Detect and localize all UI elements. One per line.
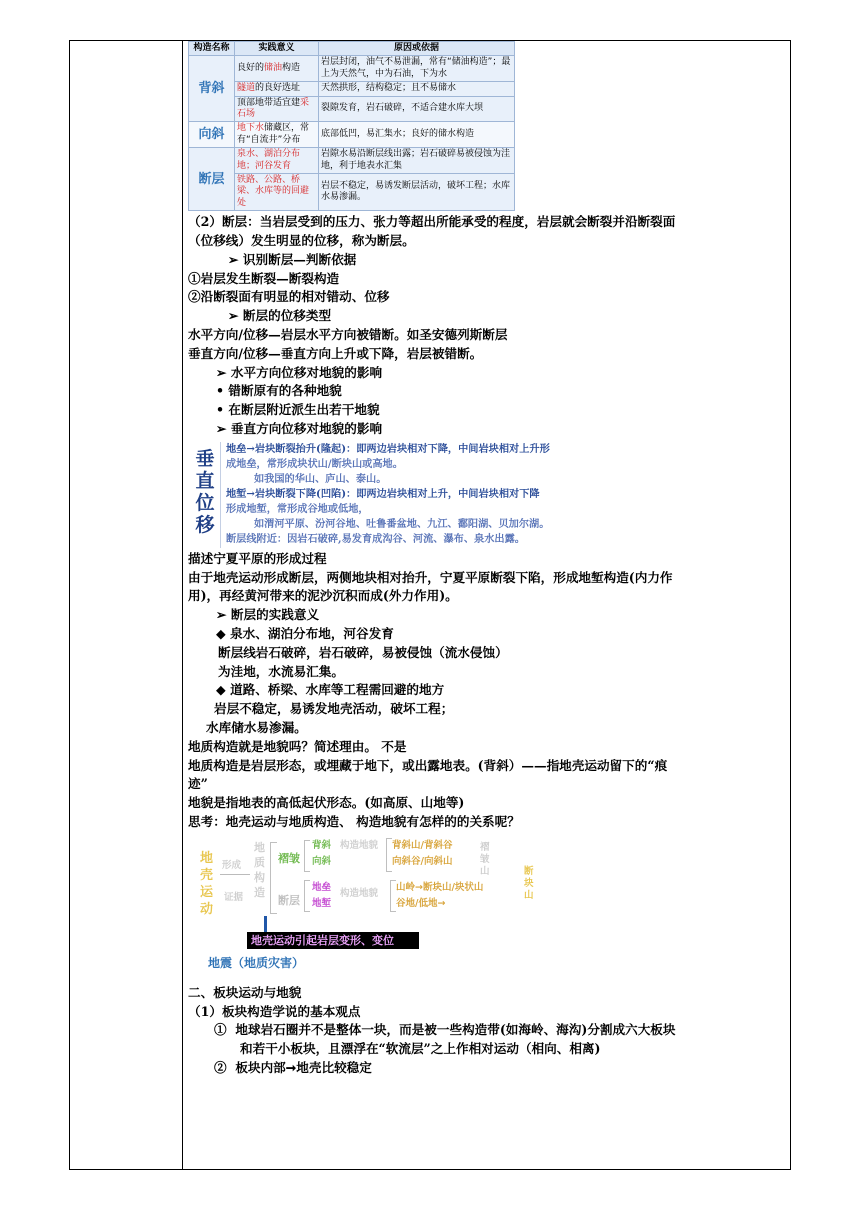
paragraph: 为洼地，水流易汇集。 xyxy=(218,663,344,679)
relationship-diagram xyxy=(194,836,546,972)
reason-cell: 岩层封闭，油气不易泄漏，常有“储油构造”；最上为天然气，中为石油，下为水 xyxy=(319,56,515,82)
table-row xyxy=(189,174,515,211)
bullet-item: ◆ 道路、桥梁、水库等工程需回避的地方 xyxy=(216,682,445,698)
paragraph: 地质构造就是地貌吗？简述理由。 不是 xyxy=(188,738,407,754)
divider-line xyxy=(220,442,221,548)
paragraph: 描述宁夏平原的形成过程 xyxy=(188,550,327,566)
figure-line: 如我国的华山、庐山、泰山。 xyxy=(254,472,387,485)
diagram-struct-label: 地质构造 xyxy=(254,840,265,899)
structure-table xyxy=(188,41,515,211)
bullet-heading: ➢ 水平方向位移对地貌的影响 xyxy=(216,364,383,380)
diagram-brace xyxy=(270,842,277,914)
paragraph: 地质构造是岩层形态，或埋藏于地下，或出露地表。(背斜）——指地壳运动留下的“痕 xyxy=(188,757,668,773)
figure-line: 形成地堑，常形成谷地或低地， xyxy=(226,502,369,515)
table-row xyxy=(189,148,515,174)
diagram-horst-label: 地垒 xyxy=(312,881,332,893)
figure-line: 断层线附近：因岩石破碎,易发育成沟谷、河流、瀑布、泉水出露。 xyxy=(226,532,525,545)
table-row xyxy=(189,82,515,96)
diagram-anticline-label: 背斜 xyxy=(312,839,332,851)
table-row xyxy=(189,96,515,122)
meaning-cell: 铁路、公路、桥梁、水库等的回避处 xyxy=(235,174,319,211)
row-name: 向斜 xyxy=(189,122,235,148)
figure-title: 垂直位移 xyxy=(195,447,215,536)
diagram-arrow xyxy=(220,874,250,875)
meaning-cell: 地下水储藏区，常有“自流井”分布 xyxy=(235,122,319,148)
meaning-cell: 顶部地带适宜建采石场 xyxy=(235,96,319,122)
diagram-mid-label: 构造地貌 xyxy=(340,887,379,899)
figure-line: 成地垒，常形成块状山/断块山或高地。 xyxy=(226,457,403,470)
figure-line: 如渭河平原、汾河谷地、吐鲁番盆地、九江、鄱阳湖、贝加尔湖。 xyxy=(254,517,550,530)
paragraph: 断层线岩石破碎，岩石破碎，易被侵蚀（流水侵蚀） xyxy=(218,644,508,660)
paragraph: 水库储水易渗漏。 xyxy=(206,720,307,736)
table-header: 原因或依据 xyxy=(319,42,515,56)
diagram-bar: 地壳运动引起岩层变形、变位 xyxy=(247,932,419,949)
bullet-heading: ➢ 垂直方向位移对地貌的影响 xyxy=(216,421,383,437)
diagram-fold-label: 褶皱 xyxy=(278,851,300,865)
diagram-syncline-label: 向斜 xyxy=(312,855,332,867)
paragraph: 岩层不稳定，易诱发地壳活动，破坏工程； xyxy=(214,701,454,717)
row-name: 背斜 xyxy=(189,56,235,122)
row-name: 断层 xyxy=(189,148,235,211)
diagram-fault-label: 断层 xyxy=(278,893,300,907)
reason-cell: 岩隙水易沿断层线出露；岩石破碎易被侵蚀为洼地，利于地表水汇集 xyxy=(319,148,515,174)
diagram-quake-label: 地震（地质灾害） xyxy=(208,955,305,970)
paragraph: 思考：地壳运动与地质构造、 构造地貌有怎样的的关系呢？ xyxy=(188,814,520,829)
diagram-cause-label: 形成 xyxy=(222,859,242,871)
meaning-cell: 泉水、湖泊分布地；河谷发育 xyxy=(235,148,319,174)
table-header: 实践意义 xyxy=(235,42,319,56)
bullet-item: • 在断层附近派生出若干地貌 xyxy=(216,402,380,418)
reason-cell: 天然拱形，结构稳定；且不易储水 xyxy=(319,82,515,96)
paragraph: ①岩层发生断裂—断裂构造 xyxy=(188,270,340,286)
figure-line: 地垒→岩块断裂抬升(隆起)：即两边岩块相对下降，中间岩块相对上升形 xyxy=(226,442,550,455)
bullet-heading: ➢ 断层的实践意义 xyxy=(216,607,320,623)
reason-cell: 岩层不稳定，易诱发断层活动，破坏工程；水库水易渗漏。 xyxy=(319,174,515,211)
diagram-result: 背斜山/背斜谷 xyxy=(392,839,453,851)
down-arrow-icon xyxy=(264,916,267,932)
diagram-graben-label: 地堑 xyxy=(312,897,332,909)
figure-text xyxy=(226,442,696,547)
list-item: ② 板块内部➞地壳比较稳定 xyxy=(214,1059,372,1075)
content-column xyxy=(188,40,786,1078)
table-row xyxy=(189,56,515,82)
paragraph: ②沿断裂面有明显的相对错动、位移 xyxy=(188,289,390,305)
reason-cell: 底部低凹，易汇集水；良好的储水构造 xyxy=(319,122,515,148)
paragraph: 迹” xyxy=(188,776,208,792)
diagram-brace xyxy=(304,840,310,872)
diagram-proof-label: 证据 xyxy=(224,891,244,903)
paragraph: （2）断层：当岩层受到的压力、张力等超出所能承受的程度，岩层就会断裂并沿断裂面 xyxy=(188,214,676,230)
diagram-mid-label: 构造地貌 xyxy=(340,839,379,851)
diagram-crust-label: 地壳运动 xyxy=(200,850,214,917)
diagram-brace xyxy=(304,880,310,912)
diagram-result: 山岭→断块山/块状山 xyxy=(396,881,484,893)
bullet-item: • 错断原有的各种地貌 xyxy=(216,383,342,399)
bullet-heading: ➢ 识别断层—判断依据 xyxy=(228,251,357,267)
diagram-result: 向斜谷/向斜山 xyxy=(392,855,453,867)
column-divider xyxy=(182,40,183,1170)
table-header-row xyxy=(189,42,515,56)
paragraph: 地貌是指地表的高低起伏形态。(如高原、山地等) xyxy=(188,795,465,811)
paragraph: 垂直方向/位移—垂直方向上升或下降，岩层被错断。 xyxy=(188,345,483,361)
figure-line: 地堑→岩块断裂下降(凹陷)：即两边岩块相对上升，中间岩块相对下降 xyxy=(226,487,540,500)
table-header: 构造名称 xyxy=(189,42,235,56)
list-item: ① 地球岩石圈并不是整体一块，而是被一些构造带(如海岭、海沟)分割成六大板块 xyxy=(214,1022,676,1038)
paragraph: （位移线）发生明显的位移，称为断层。 xyxy=(188,233,415,249)
bullet-item: ◆ 泉水、湖泊分布地，河谷发育 xyxy=(216,626,394,642)
diagram-side-label: 褶皱山 xyxy=(480,841,490,877)
diagram-result: 谷地/低地→ xyxy=(396,897,446,909)
reason-cell: 裂隙发育，岩石破碎，不适合建水库大坝 xyxy=(319,96,515,122)
paragraph: 和若干小板块，且漂浮在“软流层”之上作相对运动（相向、相离) xyxy=(240,1041,601,1057)
meaning-cell: 隧道的良好选址 xyxy=(235,82,319,96)
vertical-displacement-figure xyxy=(188,442,786,548)
bullet-heading: ➢ 断层的位移类型 xyxy=(228,308,332,324)
paragraph: 由于地壳运动形成断层，两侧地块相对抬升，宁夏平原断裂下陷，形成地堑构造(内力作 xyxy=(188,569,673,585)
table-row xyxy=(189,122,515,148)
paragraph: 用)，再经黄河带来的泥沙沉积而成(外力作用)。 xyxy=(188,588,458,604)
paragraph: （1）板块构造学说的基本观点 xyxy=(188,1003,361,1019)
paragraph: 水平方向/位移—岩层水平方向被错断。如圣安德列斯断层 xyxy=(188,327,508,343)
diagram-side-label: 断块山 xyxy=(524,865,534,901)
section-heading: 二、板块运动与地貌 xyxy=(188,984,302,1000)
meaning-cell: 良好的储油构造 xyxy=(235,56,319,82)
